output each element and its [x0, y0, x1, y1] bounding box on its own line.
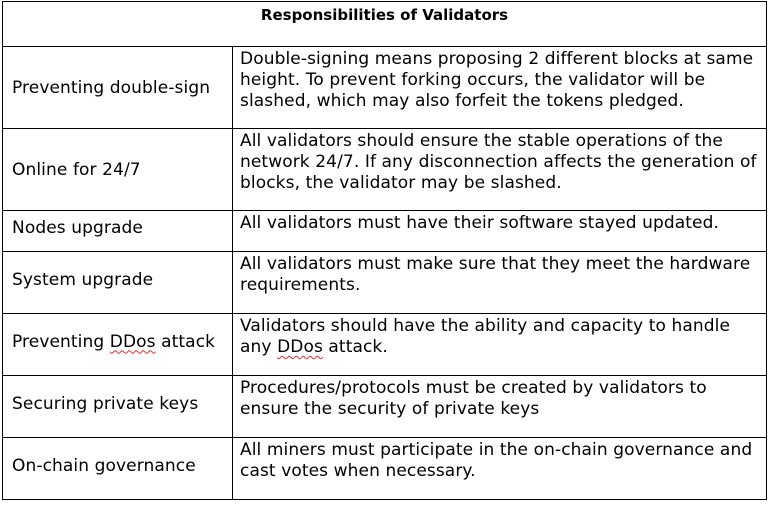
responsibility-label: Preventing double-sign: [3, 47, 233, 129]
responsibility-label: [3, 314, 233, 376]
description-prefix: Validators should have the ability and capacity to handle any: [240, 316, 731, 357]
title-row: [3, 2, 767, 47]
spellcheck-flagged-word: DDos: [277, 337, 323, 357]
responsibility-label: On-chain governance: [3, 438, 233, 500]
responsibility-label: Securing private keys: [3, 376, 233, 438]
spellcheck-flagged-word: DDos: [109, 331, 156, 352]
table-row: [3, 252, 767, 314]
responsibility-description: All validators should ensure the stable operations of the network 24/7. If any disconnection affects the generation of blocks, the validator may be slashed.: [233, 129, 767, 211]
responsibility-description: All validators must make sure that they meet the hardware requirements.: [233, 252, 767, 314]
responsibility-description: [233, 314, 767, 376]
responsibility-description: All validators must have their software stayed updated.: [233, 211, 767, 252]
validators-table: [2, 1, 767, 500]
table-row: [3, 314, 767, 376]
table-row: [3, 47, 767, 129]
table-title: Responsibilities of Validators: [3, 2, 767, 47]
table-row: [3, 211, 767, 252]
label-suffix: attack: [155, 331, 216, 352]
table-row: [3, 129, 767, 211]
responsibility-description: Procedures/protocols must be created by validators to ensure the security of private keys: [233, 376, 767, 438]
responsibility-label: Online for 24/7: [3, 129, 233, 211]
responsibility-label: Nodes upgrade: [3, 211, 233, 252]
description-suffix: attack.: [322, 337, 388, 357]
responsibility-description: All miners must participate in the on-chain governance and cast votes when necessary.: [233, 438, 767, 500]
table-row: [3, 438, 767, 500]
label-prefix: Preventing: [12, 331, 110, 352]
responsibility-description: Double-signing means proposing 2 different blocks at same height. To prevent forking occurs, the validator will be slashed, which may also forfeit the tokens pledged.: [233, 47, 767, 129]
table-row: [3, 376, 767, 438]
responsibility-label: System upgrade: [3, 252, 233, 314]
